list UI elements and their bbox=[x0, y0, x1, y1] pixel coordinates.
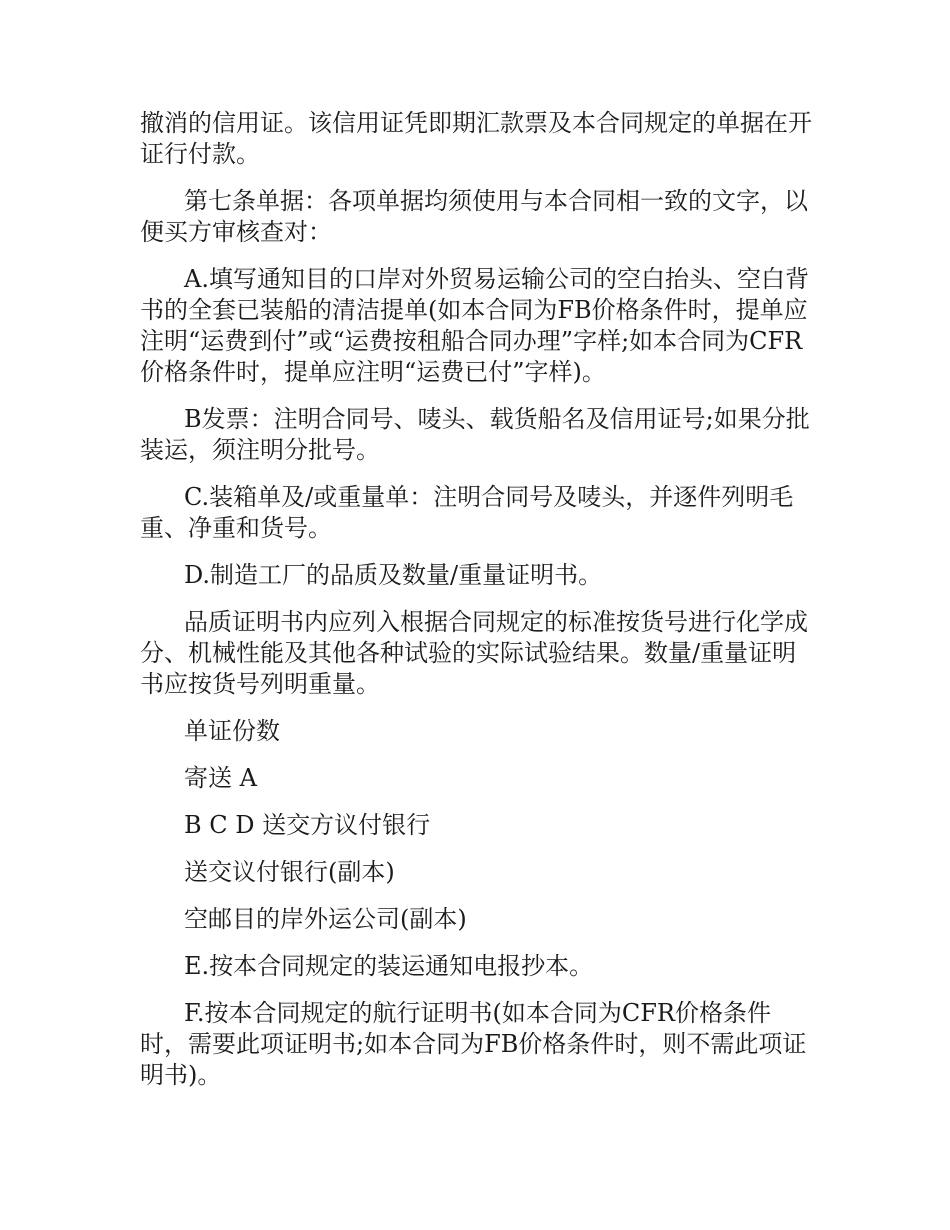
paragraph-copies-heading: 单证份数 bbox=[184, 717, 280, 745]
paragraph-item-e: E.按本合同规定的装运通知电报抄本。 bbox=[184, 952, 594, 980]
paragraph-continuation: 撤消的信用证。该信用证凭即期汇款票及本合同规定的单据在开证行付款。 bbox=[140, 109, 812, 168]
paragraph-send-bank-copy: 送交议付银行(副本) bbox=[184, 858, 395, 886]
paragraph-airmail-copy: 空邮目的岸外运公司(副本) bbox=[184, 905, 467, 933]
paragraph-item-f: F.按本合同规定的航行证明书(如本合同为CFR价格条件时，需要此项证明书;如本合同为FB价格条件时，则不需此项证明书)。 bbox=[140, 999, 807, 1089]
paragraph-article-seven: 第七条单据：各项单据均须使用与本合同相一致的文字，以便买方审核查对： bbox=[140, 187, 808, 246]
paragraph-item-c: C.装箱单及/或重量单：注明合同号及唛头，并逐件列明毛重、净重和货号。 bbox=[140, 483, 794, 542]
document-page bbox=[140, 108, 812, 1107]
paragraph-item-d: D.制造工厂的品质及数量/重量证明书。 bbox=[184, 561, 603, 589]
paragraph-send-bcd: B C D 送交方议付银行 bbox=[184, 811, 431, 839]
paragraph-quality-certificate: 品质证明书内应列入根据合同规定的标准按货号进行化学成分、机械性能及其他各种试验的实际试验结果。数量/重量证明书应按货号列明重量。 bbox=[140, 608, 808, 698]
paragraph-item-a: A.填写通知目的口岸对外贸易运输公司的空白抬头、空白背书的全套已装船的清洁提单(如本合同为FB价格条件时，提单应注明“运费到付”或“运费按租船合同办理”字样;如本合同为CFR价格条件时，提单应注明“运费已付”字样)。 bbox=[140, 265, 809, 386]
paragraph-send-a: 寄送 A bbox=[184, 764, 257, 792]
paragraph-item-b: B发票：注明合同号、唛头、载货船名及信用证号;如果分批装运，须注明分批号。 bbox=[140, 405, 810, 464]
